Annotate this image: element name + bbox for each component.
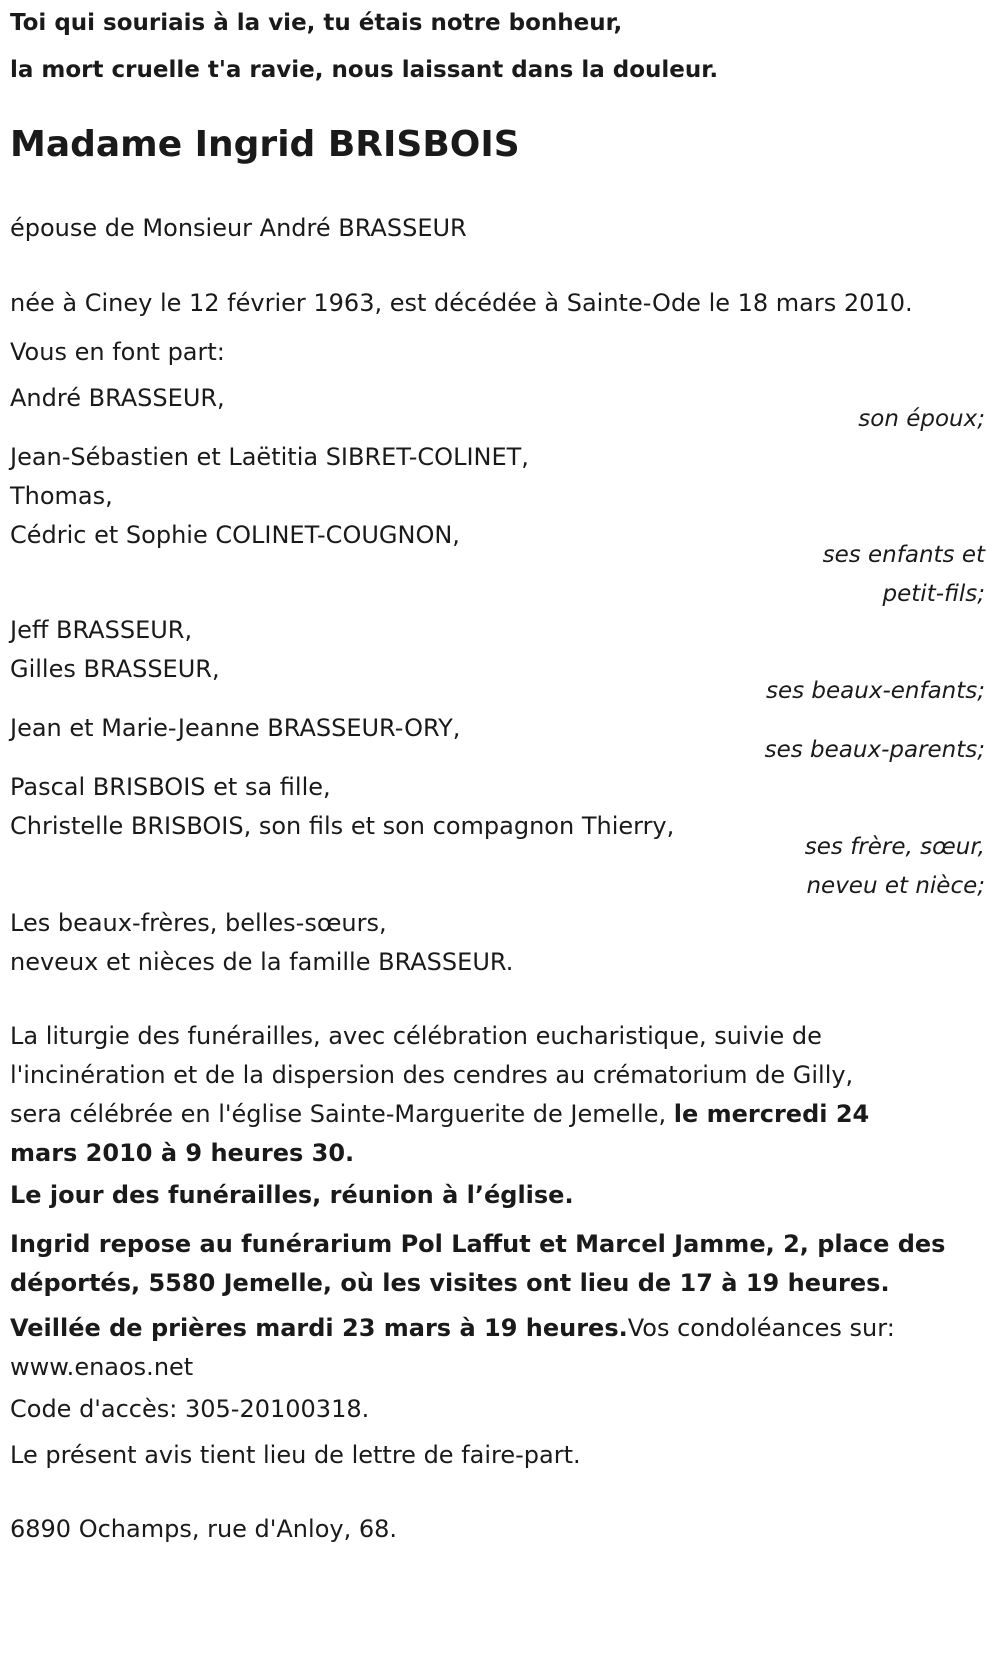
verse-line-2: la mort cruelle t'a ravie, nous laissant dans la douleur. xyxy=(10,57,719,83)
liturgy-line: La liturgie des funérailles, avec célébration eucharistique, suivie de xyxy=(10,1022,822,1050)
family-role: neveu et nièce; xyxy=(806,873,985,899)
liturgy-church: sera célébrée en l'église Sainte-Marguerite de Jemelle, xyxy=(10,1100,674,1128)
liturgy-paragraph xyxy=(10,1017,869,1173)
family-group-stepchildren xyxy=(10,611,220,689)
intro-line: Vous en font part: xyxy=(10,338,225,366)
verse-line-1: Toi qui souriais à la vie, tu étais notre bonheur, xyxy=(10,10,623,36)
family-role-siblings xyxy=(805,828,985,906)
liturgy-line: l'incinération et de la dispersion des cendres au crématorium de Gilly, xyxy=(10,1061,854,1089)
veillee-paragraph xyxy=(10,1309,895,1387)
family-name: Cédric et Sophie COLINET-COUGNON, xyxy=(10,521,460,549)
access-code: Code d'accès: 305-20100318. xyxy=(10,1395,370,1423)
notice-line: Le présent avis tient lieu de lettre de faire-part. xyxy=(10,1441,581,1469)
liturgy-line xyxy=(10,1095,869,1134)
family-group-children xyxy=(10,438,529,555)
address-line: 6890 Ochamps, rue d'Anloy, 68. xyxy=(10,1515,397,1543)
family-name: Jeff BRASSEUR, xyxy=(10,616,193,644)
family-role: ses frère, sœur, xyxy=(804,834,985,860)
birth-death-line: née à Ciney le 12 février 1963, est décédée à Sainte-Ode le 18 mars 2010. xyxy=(10,289,913,317)
condolences-url: www.enaos.net xyxy=(10,1353,194,1381)
family-name: neveux et nièces de la famille BRASSEUR. xyxy=(10,948,514,976)
family-name: Les beaux-frères, belles-sœurs, xyxy=(10,909,387,937)
family-name: André BRASSEUR, xyxy=(10,384,225,412)
deceased-name: Madame Ingrid BRISBOIS xyxy=(10,124,520,165)
family-name: Thomas, xyxy=(10,482,113,510)
family-group-extended xyxy=(10,904,513,982)
liturgy-date: le mercredi 24 xyxy=(673,1100,870,1128)
family-name: Christelle BRISBOIS, son fils et son compagnon Thierry, xyxy=(10,812,675,840)
family-role: son époux; xyxy=(858,406,985,432)
family-name: Jean et Marie-Jeanne BRASSEUR-ORY, xyxy=(10,714,461,742)
family-name: Jean-Sébastien et Laëtitia SIBRET-COLINET, xyxy=(10,443,529,471)
condolences-label: Vos condoléances sur: xyxy=(627,1314,895,1342)
family-role: ses beaux-parents; xyxy=(764,737,985,763)
liturgy-time: mars 2010 à 9 heures 30. xyxy=(10,1139,355,1167)
family-name: Gilles BRASSEUR, xyxy=(10,655,220,683)
repose-paragraph xyxy=(10,1225,945,1303)
spouse-line: épouse de Monsieur André BRASSEUR xyxy=(10,214,467,242)
family-group-siblings xyxy=(10,768,674,846)
reunion-line: Le jour des funérailles, réunion à l’église. xyxy=(10,1181,574,1209)
family-role-children xyxy=(823,536,985,614)
veillee-line xyxy=(10,1309,895,1348)
family-role: ses beaux-enfants; xyxy=(765,678,985,704)
family-role: ses enfants et xyxy=(822,542,985,568)
family-name: Pascal BRISBOIS et sa fille, xyxy=(10,773,331,801)
repose-line: Ingrid repose au funérarium Pol Laffut et Marcel Jamme, 2, place des xyxy=(10,1230,946,1258)
veillee-time: Veillée de prières mardi 23 mars à 19 heures. xyxy=(10,1314,628,1342)
repose-line: déportés, 5580 Jemelle, où les visites ont lieu de 17 à 19 heures. xyxy=(10,1269,890,1297)
family-role: petit-fils; xyxy=(882,581,985,607)
